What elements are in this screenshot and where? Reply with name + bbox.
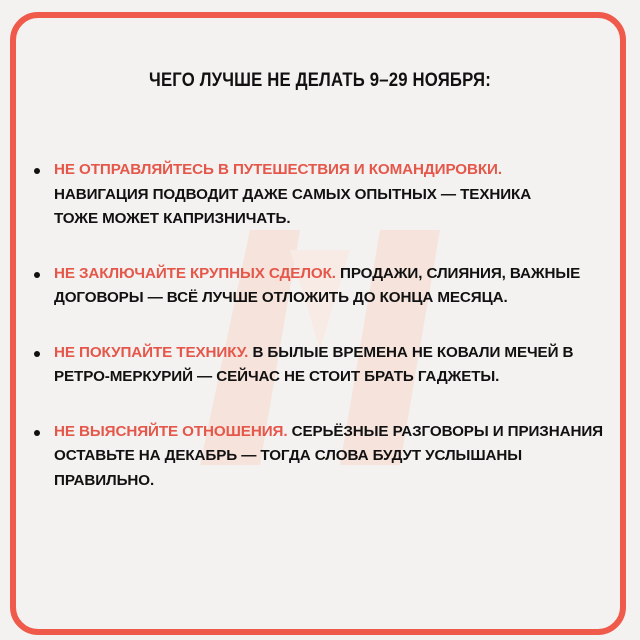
item-text: НАВИГАЦИЯ ПОДВОДИТ ДАЖЕ САМЫХ ОПЫТНЫХ — ТЕХНИКА ТОЖЕ МОЖЕТ КАПРИЗНИЧАТЬ.: [54, 185, 532, 227]
bullet-icon: [34, 272, 40, 278]
item-text: ПРОДАЖИ, СЛИЯНИЯ, ВАЖНЫЕ ДОГОВОРЫ — ВСЁ ЛУЧШЕ ОТЛОЖИТЬ ДО КОНЦА МЕСЯЦА.: [54, 264, 581, 306]
list-item: [34, 420, 614, 494]
item-lead: НЕ ЗАКЛЮЧАЙТЕ КРУПНЫХ СДЕЛОК.: [54, 264, 336, 282]
bullet-icon: [34, 430, 40, 436]
item-lead: НЕ ВЫЯСНЯЙТЕ ОТНОШЕНИЯ.: [54, 422, 288, 440]
list-item: [34, 158, 614, 232]
tips-list: [34, 158, 614, 523]
item-lead: НЕ ОТПРАВЛЯЙТЕСЬ В ПУТЕШЕСТВИЯ И КОМАНДИРОВКИ.: [54, 161, 502, 178]
bullet-icon: [34, 351, 40, 357]
bullet-icon: [34, 168, 40, 174]
item-text: В БЫЛЫЕ ВРЕМЕНА НЕ КОВАЛИ МЕЧЕЙ В РЕТРО-МЕРКУРИЙ — СЕЙЧАС НЕ СТОИТ БРАТЬ ГАДЖЕТЫ.: [54, 343, 574, 385]
item-lead: НЕ ПОКУПАЙТЕ ТЕХНИКУ.: [54, 343, 249, 361]
list-item: [34, 262, 614, 311]
item-text: СЕРЬЁЗНЫЕ РАЗГОВОРЫ И ПРИЗНАНИЯ ОСТАВЬТЕ НА ДЕКАБРЬ — ТОГДА СЛОВА БУДУТ УСЛЫШАНЫ ПРАВИЛЬНО.: [54, 422, 603, 489]
page-title: ЧЕГО ЛУЧШЕ НЕ ДЕЛАТЬ 9–29 НОЯБРЯ:: [149, 70, 491, 91]
list-item: [34, 341, 614, 390]
